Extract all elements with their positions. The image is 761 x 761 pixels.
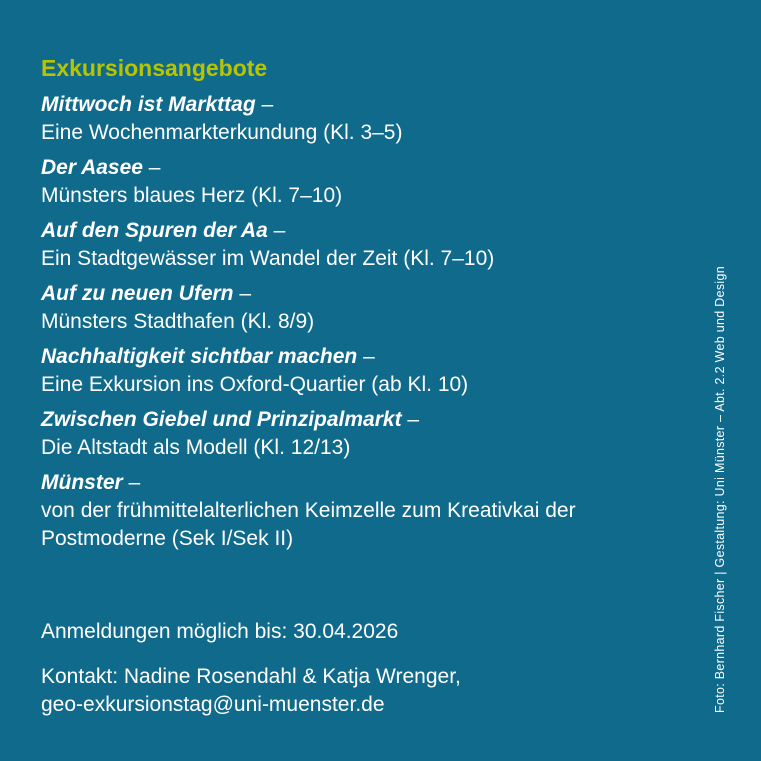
offer-title: Auf den Spuren der Aa [41,219,268,242]
page-title: Exkursionsangebote [41,55,268,81]
offer-title: Nachhaltigkeit sichtbar machen [41,345,358,368]
offer-title: Der Aasee [41,156,143,179]
offer-description: Die Altstadt als Modell (Kl. 12/13) [41,436,351,459]
deadline-text: Anmeldungen möglich bis: 30.04.2026 [41,620,399,643]
offer-heading [41,91,601,119]
offer-description: Ein Stadtgewässer im Wandel der Zeit (Kl. 7–10) [41,247,495,270]
offer-title: Mittwoch ist Markttag [41,93,256,116]
offer-item [41,469,601,553]
contact-block [41,663,601,719]
flyer-content [41,53,601,719]
offer-item [41,343,601,399]
offer-title: Auf zu neuen Ufern [41,282,234,305]
offer-dash: – [233,282,252,305]
offer-item [41,154,601,210]
offer-heading [41,406,601,434]
offer-item [41,91,601,147]
offer-heading [41,154,601,182]
contact-names: Kontakt: Nadine Rosendahl & Katja Wrenger, [41,665,461,688]
offers-list [41,91,601,553]
offer-heading [41,280,601,308]
offer-dash: – [255,93,274,116]
contact-email: geo-exkursionstag@uni-muenster.de [41,693,385,716]
offer-description: Eine Exkursion ins Oxford-Quartier (ab Kl. 10) [41,373,469,396]
offer-item [41,280,601,336]
offer-description: Münsters blaues Herz (Kl. 7–10) [41,184,343,207]
offer-heading [41,469,601,497]
offer-description: Eine Wochenmarkterkundung (Kl. 3–5) [41,121,403,144]
offer-heading [41,217,601,245]
offer-dash: – [267,219,286,242]
offer-dash: – [122,471,141,494]
offer-description: Münsters Stadthafen (Kl. 8/9) [41,310,315,333]
offer-dash: – [142,156,161,179]
offer-title: Zwischen Giebel und Prinzipalmarkt [41,408,402,431]
offer-item [41,217,601,273]
offer-description: von der frühmittelalterlichen Keimzelle zum Kreativkai der Postmoderne (Sek I/Sek II) [41,499,576,550]
offer-dash: – [401,408,420,431]
offer-item [41,406,601,462]
photo-credit: Foto: Bernhard Fischer | Gestaltung: Uni Münster – Abt. 2.2 Web und Design [713,266,727,713]
offer-heading [41,343,601,371]
offer-title: Münster [41,471,123,494]
offer-dash: – [357,345,375,368]
